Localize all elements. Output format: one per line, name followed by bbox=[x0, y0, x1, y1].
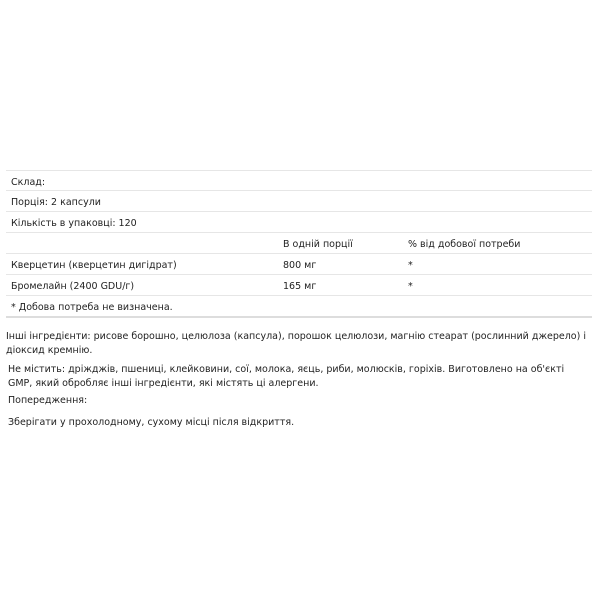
ingredient-row bbox=[6, 254, 592, 275]
column-header-row bbox=[6, 233, 592, 254]
ingredient-name: Кверцетин (кверцетин дигідрат) bbox=[11, 260, 177, 271]
ingredient-daily-value: * bbox=[408, 260, 413, 271]
servings-per-container: Кількість в упаковці: 120 bbox=[11, 218, 137, 229]
facts-title-row bbox=[6, 170, 592, 191]
daily-value-footnote: * Добова потреба не визначена. bbox=[11, 302, 173, 313]
facts-title: Склад: bbox=[11, 177, 46, 188]
serving-size: Порція: 2 капсули bbox=[11, 197, 101, 208]
footnote-row bbox=[6, 296, 592, 318]
warnings-title: Попередження: bbox=[8, 395, 88, 406]
ingredient-daily-value: * bbox=[408, 281, 413, 292]
ingredient-name: Бромелайн (2400 GDU/г) bbox=[11, 281, 135, 292]
daily-value-header: % від добової потреби bbox=[408, 239, 521, 250]
per-serving-header: В одній порції bbox=[283, 239, 353, 250]
serving-size-row bbox=[6, 191, 592, 212]
servings-per-container-row bbox=[6, 212, 592, 233]
allergen-free-text: Не містить: дріжджів, пшениці, клейковини, сої, молока, яєць, риби, молюсків, горіхів. Виготовлено на об'єкті GMP, який обробляє інші інгредієнти, які містять ці алергени. bbox=[8, 364, 565, 389]
ingredient-row bbox=[6, 275, 592, 296]
ingredient-amount: 800 мг bbox=[283, 260, 317, 271]
storage-instructions: Зберігати у прохолодному, сухому місці після відкриття. bbox=[8, 417, 295, 428]
supplement-facts-table bbox=[6, 170, 592, 318]
other-ingredients-text: Інші інгредієнти: рисове борошно, целюлоза (капсула), порошок целюлози, магнію стеарат (рослинний джерело) і діоксид кремнію. bbox=[6, 331, 586, 356]
ingredient-amount: 165 мг bbox=[283, 281, 317, 292]
